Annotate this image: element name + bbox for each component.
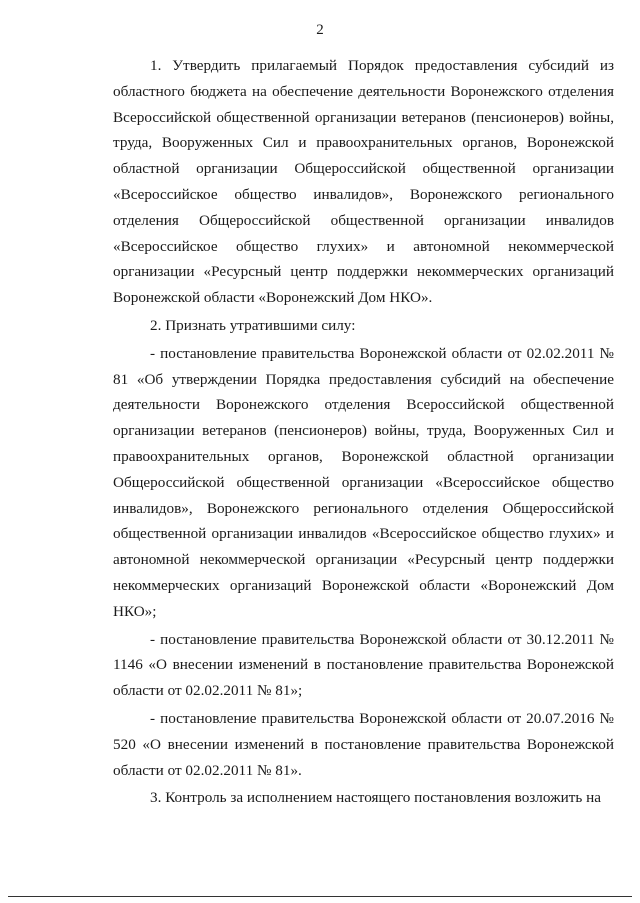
document-body [113,53,614,811]
repealed-item-resolution-1146: - постановление правительства Воронежской области от 30.12.2011 № 1146 «О внесении изменений в постановление правительства Воронежской области от 02.02.2011 № 81»; [113,630,614,700]
paragraph-2-repeal-heading: 2. Признать утратившими силу: [150,316,356,334]
paragraph-1-approve-procedure: 1. Утвердить прилагаемый Порядок предоставления субсидий из областного бюджета на обеспечение деятельности Воронежского отделения Всероссийской общественной организации ветеранов (пенсионеров) войны, труда, Вооруженных Сил и правоохранительных органов, Воронежской областной организации Общероссийской общественной организации «Всероссийское общество инвалидов», Воронежского регионального отделения Общероссийской общественной организации инвалидов «Всероссийское общество глухих» и автономной некоммерческой организации «Ресурсный центр поддержки некоммерческих организаций Воронежской области «Воронежский Дом НКО». [113,57,614,307]
repealed-item-resolution-81: - постановление правительства Воронежской области от 02.02.2011 № 81 «Об утверждении Порядка предоставления субсидий на обеспечение деятельности Воронежского отделения Всероссийской общественной организации ветеранов (пенсионеров) войны, труда, Вооруженных Сил и правоохранительных органов, Воронежской областной организации Общероссийской общественной организации «Всероссийское общество инвалидов», Воронежского регионального отделения Общероссийской общественной организации инвалидов «Всероссийское общество глухих» и автономной некоммерческой организации «Ресурсный центр поддержки некоммерческих организаций Воронежской области «Воронежский Дом НКО»; [113,344,614,620]
repealed-item-resolution-520: - постановление правительства Воронежской области от 20.07.2016 № 520 «О внесении изменений в постановление правительства Воронежской области от 02.02.2011 № 81». [113,709,614,779]
paragraph-3-control: 3. Контроль за исполнением настоящего постановления возложить на [150,789,601,807]
page-bottom-divider [8,896,632,897]
page-number: 2 [316,22,324,38]
